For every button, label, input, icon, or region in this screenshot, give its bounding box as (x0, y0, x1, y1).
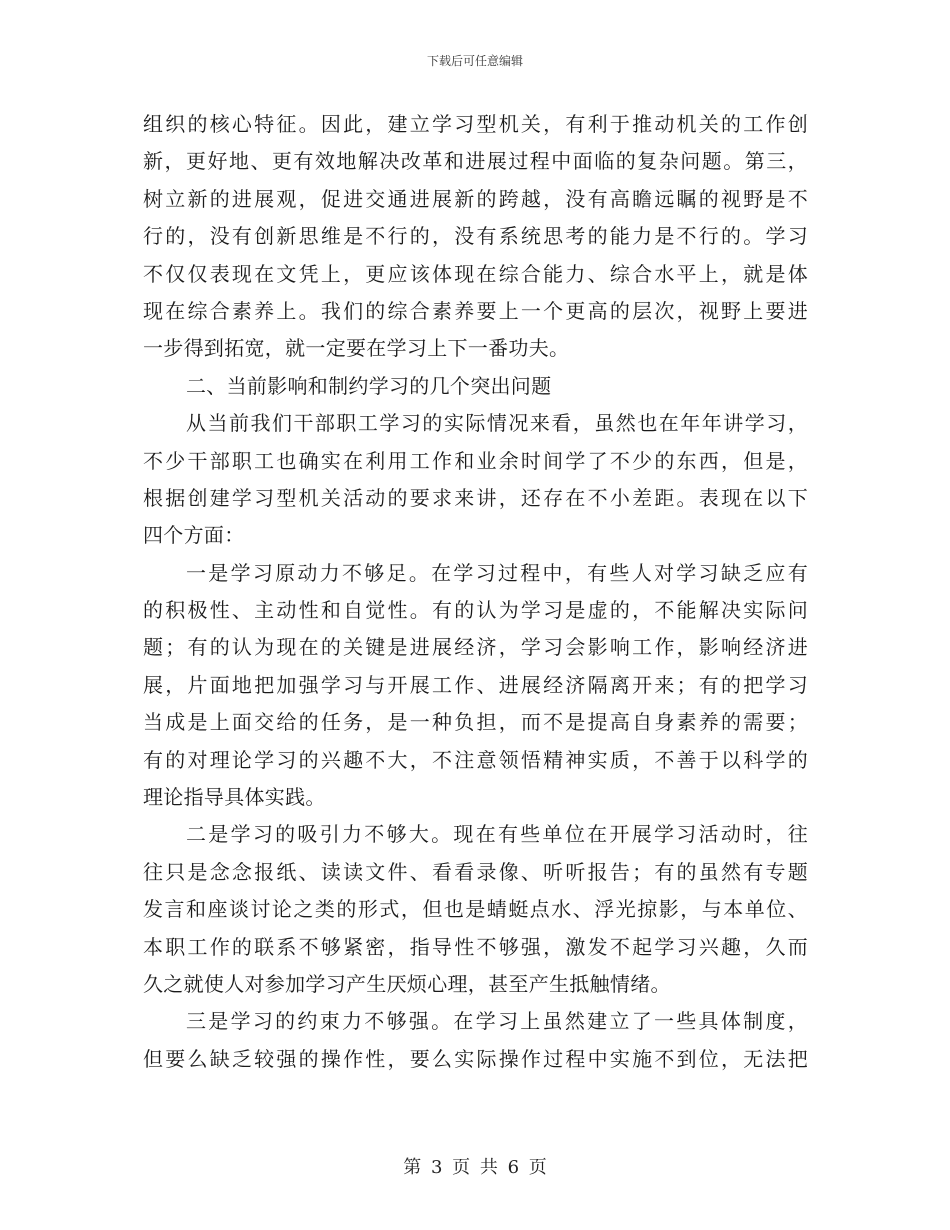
text-line: 的积极性、主动性和自觉性。有的认为学习是虚的，不能解决实际问 (143, 598, 808, 623)
text-line: 久之就使人对参加学习产生厌烦心理，甚至产生抵触情绪。 (143, 971, 671, 996)
document-body (143, 106, 808, 1078)
page-number-footer: 第 3 页 共 6 页 (403, 1157, 547, 1178)
text-line: 但要么缺乏较强的操作性，要么实际操作过程中实施不到位，无法把 (143, 1046, 808, 1071)
text-line: 现在综合素养上。我们的综合素养要上一个更高的层次，视野上要进 (143, 298, 808, 323)
text-line: 有的对理论学习的兴趣不大，不注意领悟精神实质，不善于以科学的 (143, 747, 808, 772)
text-line: 本职工作的联系不够紧密，指导性不够强，激发不起学习兴趣，久而 (143, 934, 808, 959)
text-line: 题；有的认为现在的关键是进展经济，学习会影响工作，影响经济进 (143, 635, 808, 660)
text-line: 三是学习的约束力不够强。在学习上虽然建立了一些具体制度， (186, 1009, 808, 1034)
text-line: 二、当前影响和制约学习的几个突出问题 (186, 373, 552, 398)
text-line: 不少干部职工也确实在利用工作和业余时间学了不少的东西，但是， (143, 448, 808, 473)
text-line: 组织的核心特征。因此，建立学习型机关，有利于推动机关的工作创 (143, 112, 808, 136)
text-line: 当成是上面交给的任务，是一种负担，而不是提高自身素养的需要； (143, 710, 808, 735)
text-line: 行的，没有创新思维是不行的，没有系统思考的能力是不行的。学习 (143, 224, 808, 249)
text-line: 一步得到拓宽，就一定要在学习上下一番功夫。 (143, 336, 570, 361)
text-line: 理论指导具体实践。 (143, 785, 326, 810)
text-line: 一是学习原动力不够足。在学习过程中，有些人对学习缺乏应有 (186, 560, 808, 585)
text-line: 不仅仅表现在文凭上，更应该体现在综合能力、综合水平上，就是体 (143, 261, 808, 286)
text-line: 四个方面： (143, 523, 245, 548)
text-line: 往只是念念报纸、读读文件、看看录像、听听报告；有的虽然有专题 (143, 859, 808, 884)
text-line: 二是学习的吸引力不够大。现在有些单位在开展学习活动时，往 (186, 822, 808, 847)
text-line: 新，更好地、更有效地解决改革和进展过程中面临的复杂问题。第三， (143, 149, 808, 174)
text-line: 展，片面地把加强学习与开展工作、进展经济隔离开来；有的把学习 (143, 672, 808, 697)
text-line: 树立新的进展观，促进交通进展新的跨越，没有高瞻远瞩的视野是不 (143, 186, 808, 211)
text-line: 根据创建学习型机关活动的要求来讲，还存在不小差距。表现在以下 (143, 485, 808, 510)
page-header: 下载后可任意编辑 (426, 54, 523, 68)
text-line: 发言和座谈讨论之类的形式，但也是蜻蜓点水、浮光掠影，与本单位、 (143, 897, 808, 922)
text-line: 从当前我们干部职工学习的实际情况来看，虽然也在年年讲学习， (186, 411, 808, 436)
